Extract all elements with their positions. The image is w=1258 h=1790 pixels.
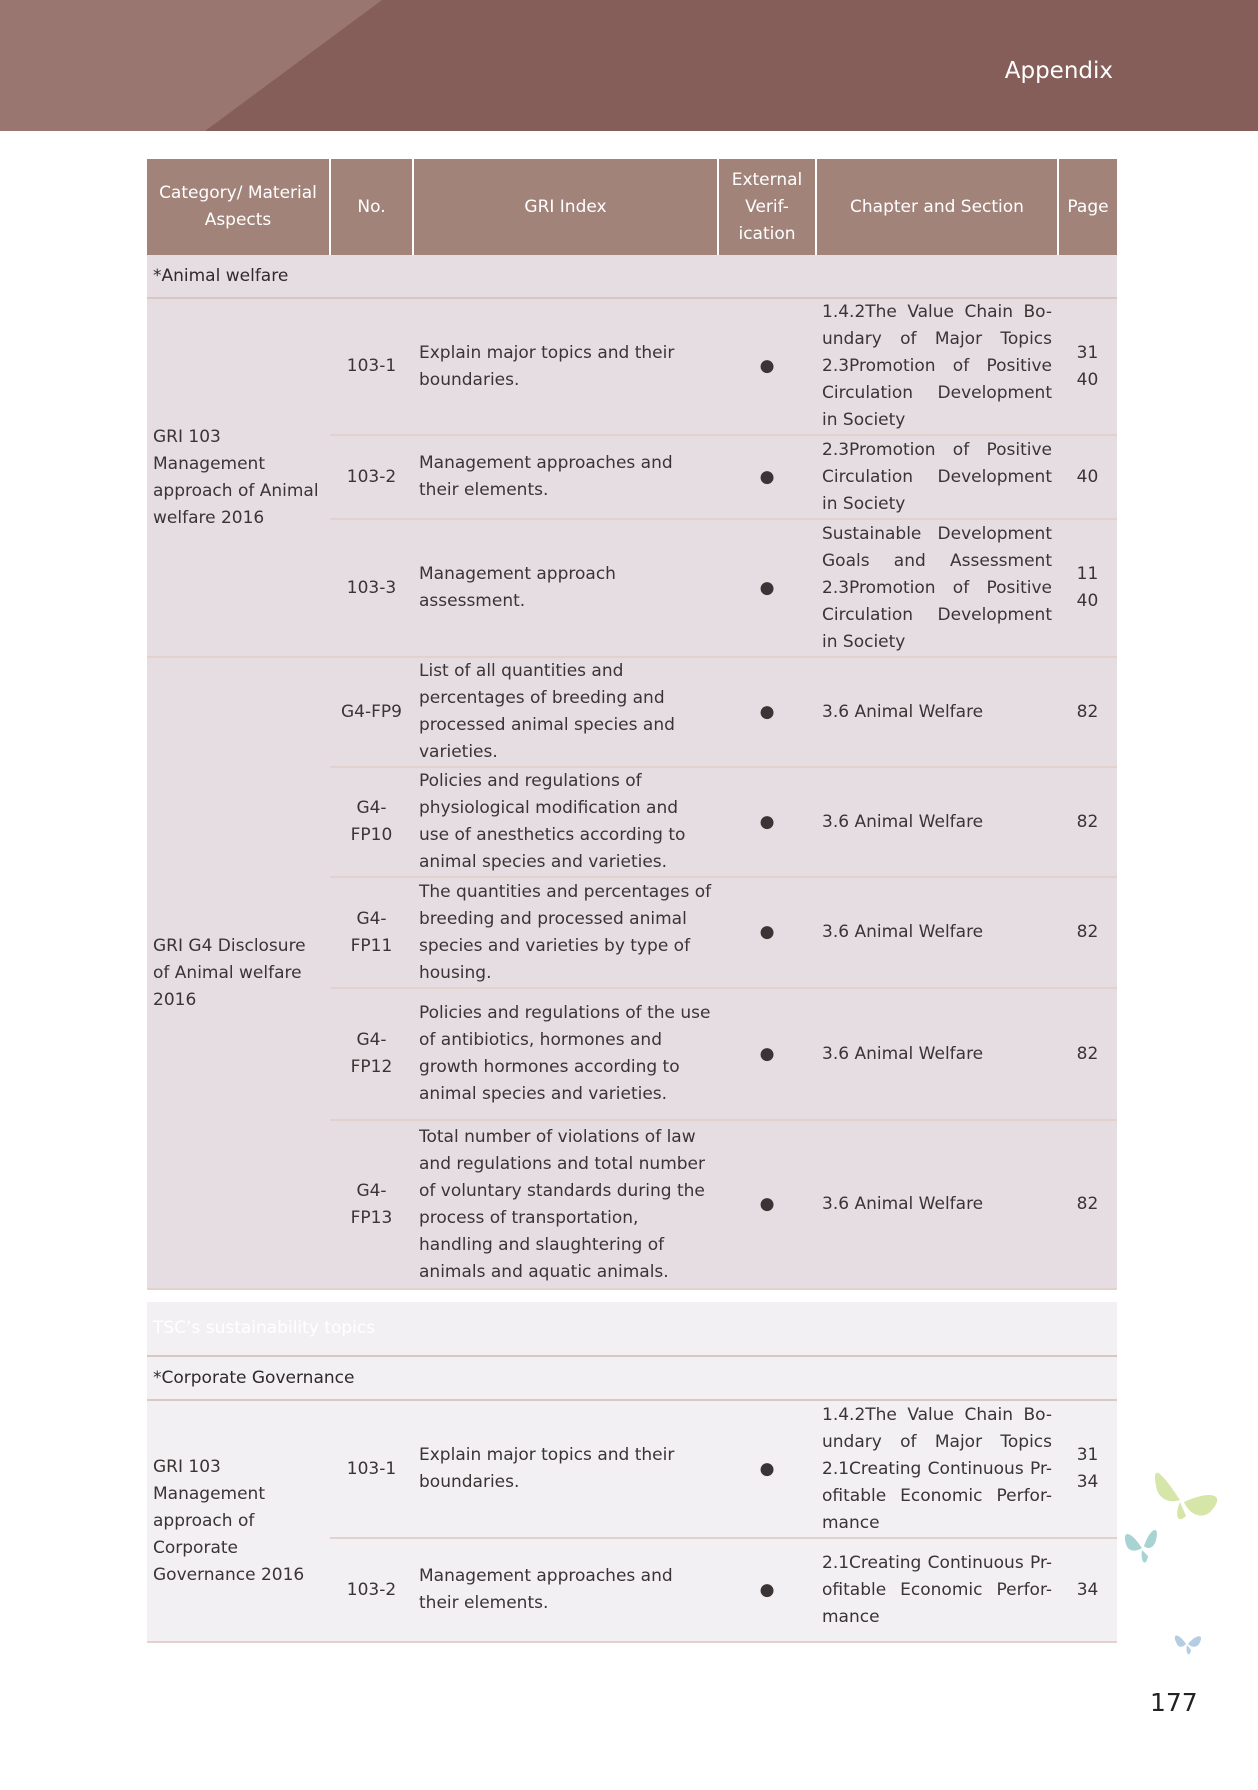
section-title: *Animal welfare <box>153 265 289 286</box>
category-cell: GRI 103 Management approach of Corporate Governance 2016 <box>147 1400 330 1642</box>
verified-dot-icon: ● <box>718 298 816 435</box>
chapter-section: 3.6 Animal Welfare <box>816 988 1058 1120</box>
gri-index: The quantities and percentages of breeding and processed animal species and varieties by type of housing. <box>413 877 718 988</box>
verified-dot-icon: ● <box>718 435 816 519</box>
chapter-section: 3.6 Animal Welfare <box>816 877 1058 988</box>
chapter-section: 1.4.2The Value Chain Bo- undary of Major Topics 2.3Promotion of Positive Circulation Development in Society <box>816 298 1058 435</box>
page-ref: 31 34 <box>1058 1400 1117 1538</box>
gri-index: Management approaches and their elements. <box>413 1538 718 1642</box>
section-title-row <box>147 255 1117 298</box>
gri-table-animal-welfare <box>147 159 1117 1290</box>
section-title-row <box>147 1356 1117 1400</box>
page-ref: 82 <box>1058 1120 1117 1289</box>
col-no: No. <box>330 159 413 255</box>
gri-index: List of all quantities and percentages of breeding and processed animal species and varieties. <box>413 657 718 767</box>
table-row <box>147 1400 1117 1538</box>
butterfly-green-icon <box>1150 1460 1224 1530</box>
gri-index: Policies and regulations of the use of antibiotics, hormones and growth hormones according to animal species and varieties. <box>413 988 718 1120</box>
gri-index: Explain major topics and their boundaries. <box>413 1400 718 1538</box>
page-ref: 40 <box>1058 435 1117 519</box>
verified-dot-icon: ● <box>718 1400 816 1538</box>
gri-index: Management approach assessment. <box>413 519 718 657</box>
category-cell: GRI 103 Management approach of Animal welfare 2016 <box>147 298 330 657</box>
gri-no: 103-1 <box>330 298 413 435</box>
chapter-section: 3.6 Animal Welfare <box>816 767 1058 877</box>
gri-index: Total number of violations of law and regulations and total number of voluntary standards during the process of transportation, handling and slaughtering of animals and aquatic animals. <box>413 1120 718 1289</box>
verified-dot-icon: ● <box>718 1538 816 1642</box>
header-band <box>0 0 1258 131</box>
gri-index: Management approaches and their elements. <box>413 435 718 519</box>
gri-index: Policies and regulations of physiological modification and use of anesthetics according to animal species and varieties. <box>413 767 718 877</box>
gri-no: G4-FP12 <box>330 988 413 1120</box>
gri-no: 103-3 <box>330 519 413 657</box>
gri-no: 103-1 <box>330 1400 413 1538</box>
gri-no: G4-FP11 <box>330 877 413 988</box>
table-header-row <box>147 159 1117 255</box>
chapter-section: 1.4.2The Value Chain Bo- undary of Major Topics 2.1Creating Continuous Pr- ofitable Economic Perfor- mance <box>816 1400 1058 1538</box>
chapter-section: 2.1Creating Continuous Pr- ofitable Economic Perfor- mance <box>816 1538 1058 1642</box>
col-verification: External Verif- ication <box>718 159 816 255</box>
verified-dot-icon: ● <box>718 519 816 657</box>
topic-band-row <box>147 1302 1117 1356</box>
page-ref: 82 <box>1058 988 1117 1120</box>
page-ref: 11 40 <box>1058 519 1117 657</box>
verified-dot-icon: ● <box>718 877 816 988</box>
topic-band-title: TSC’s sustainability topics <box>147 1302 1117 1356</box>
table-row <box>147 298 1117 435</box>
gri-no: 103-2 <box>330 435 413 519</box>
butterfly-teal-icon <box>1120 1522 1166 1570</box>
col-chapter: Chapter and Section <box>816 159 1058 255</box>
page-ref: 82 <box>1058 657 1117 767</box>
page-number: 177 <box>1150 1688 1198 1717</box>
col-gri-index: GRI Index <box>413 159 718 255</box>
verified-dot-icon: ● <box>718 657 816 767</box>
page-ref: 82 <box>1058 767 1117 877</box>
col-category: Category/ Material Aspects <box>147 159 330 255</box>
page-ref: 34 <box>1058 1538 1117 1642</box>
section-title: *Corporate Governance <box>153 1367 355 1388</box>
verified-dot-icon: ● <box>718 767 816 877</box>
chapter-section: Sustainable Development Goals and Assessment 2.3Promotion of Positive Circulation Development in Society <box>816 519 1058 657</box>
verified-dot-icon: ● <box>718 1120 816 1289</box>
category-cell: GRI G4 Disclosure of Animal welfare 2016 <box>147 657 330 1289</box>
chapter-section: 3.6 Animal Welfare <box>816 657 1058 767</box>
chapter-section: 3.6 Animal Welfare <box>816 1120 1058 1289</box>
col-page: Page <box>1058 159 1117 255</box>
gri-table-tsc-topics <box>147 1302 1117 1643</box>
verified-dot-icon: ● <box>718 988 816 1120</box>
gri-no: G4-FP13 <box>330 1120 413 1289</box>
gri-no: 103-2 <box>330 1538 413 1642</box>
gri-no: G4-FP9 <box>330 657 413 767</box>
section-label: Appendix <box>1004 58 1113 84</box>
table-row <box>147 657 1117 767</box>
chapter-section: 2.3Promotion of Positive Circulation Development in Society <box>816 435 1058 519</box>
page-ref: 31 40 <box>1058 298 1117 435</box>
butterfly-blue-icon <box>1172 1628 1204 1658</box>
page-ref: 82 <box>1058 877 1117 988</box>
gri-no: G4-FP10 <box>330 767 413 877</box>
gri-index: Explain major topics and their boundaries. <box>413 298 718 435</box>
